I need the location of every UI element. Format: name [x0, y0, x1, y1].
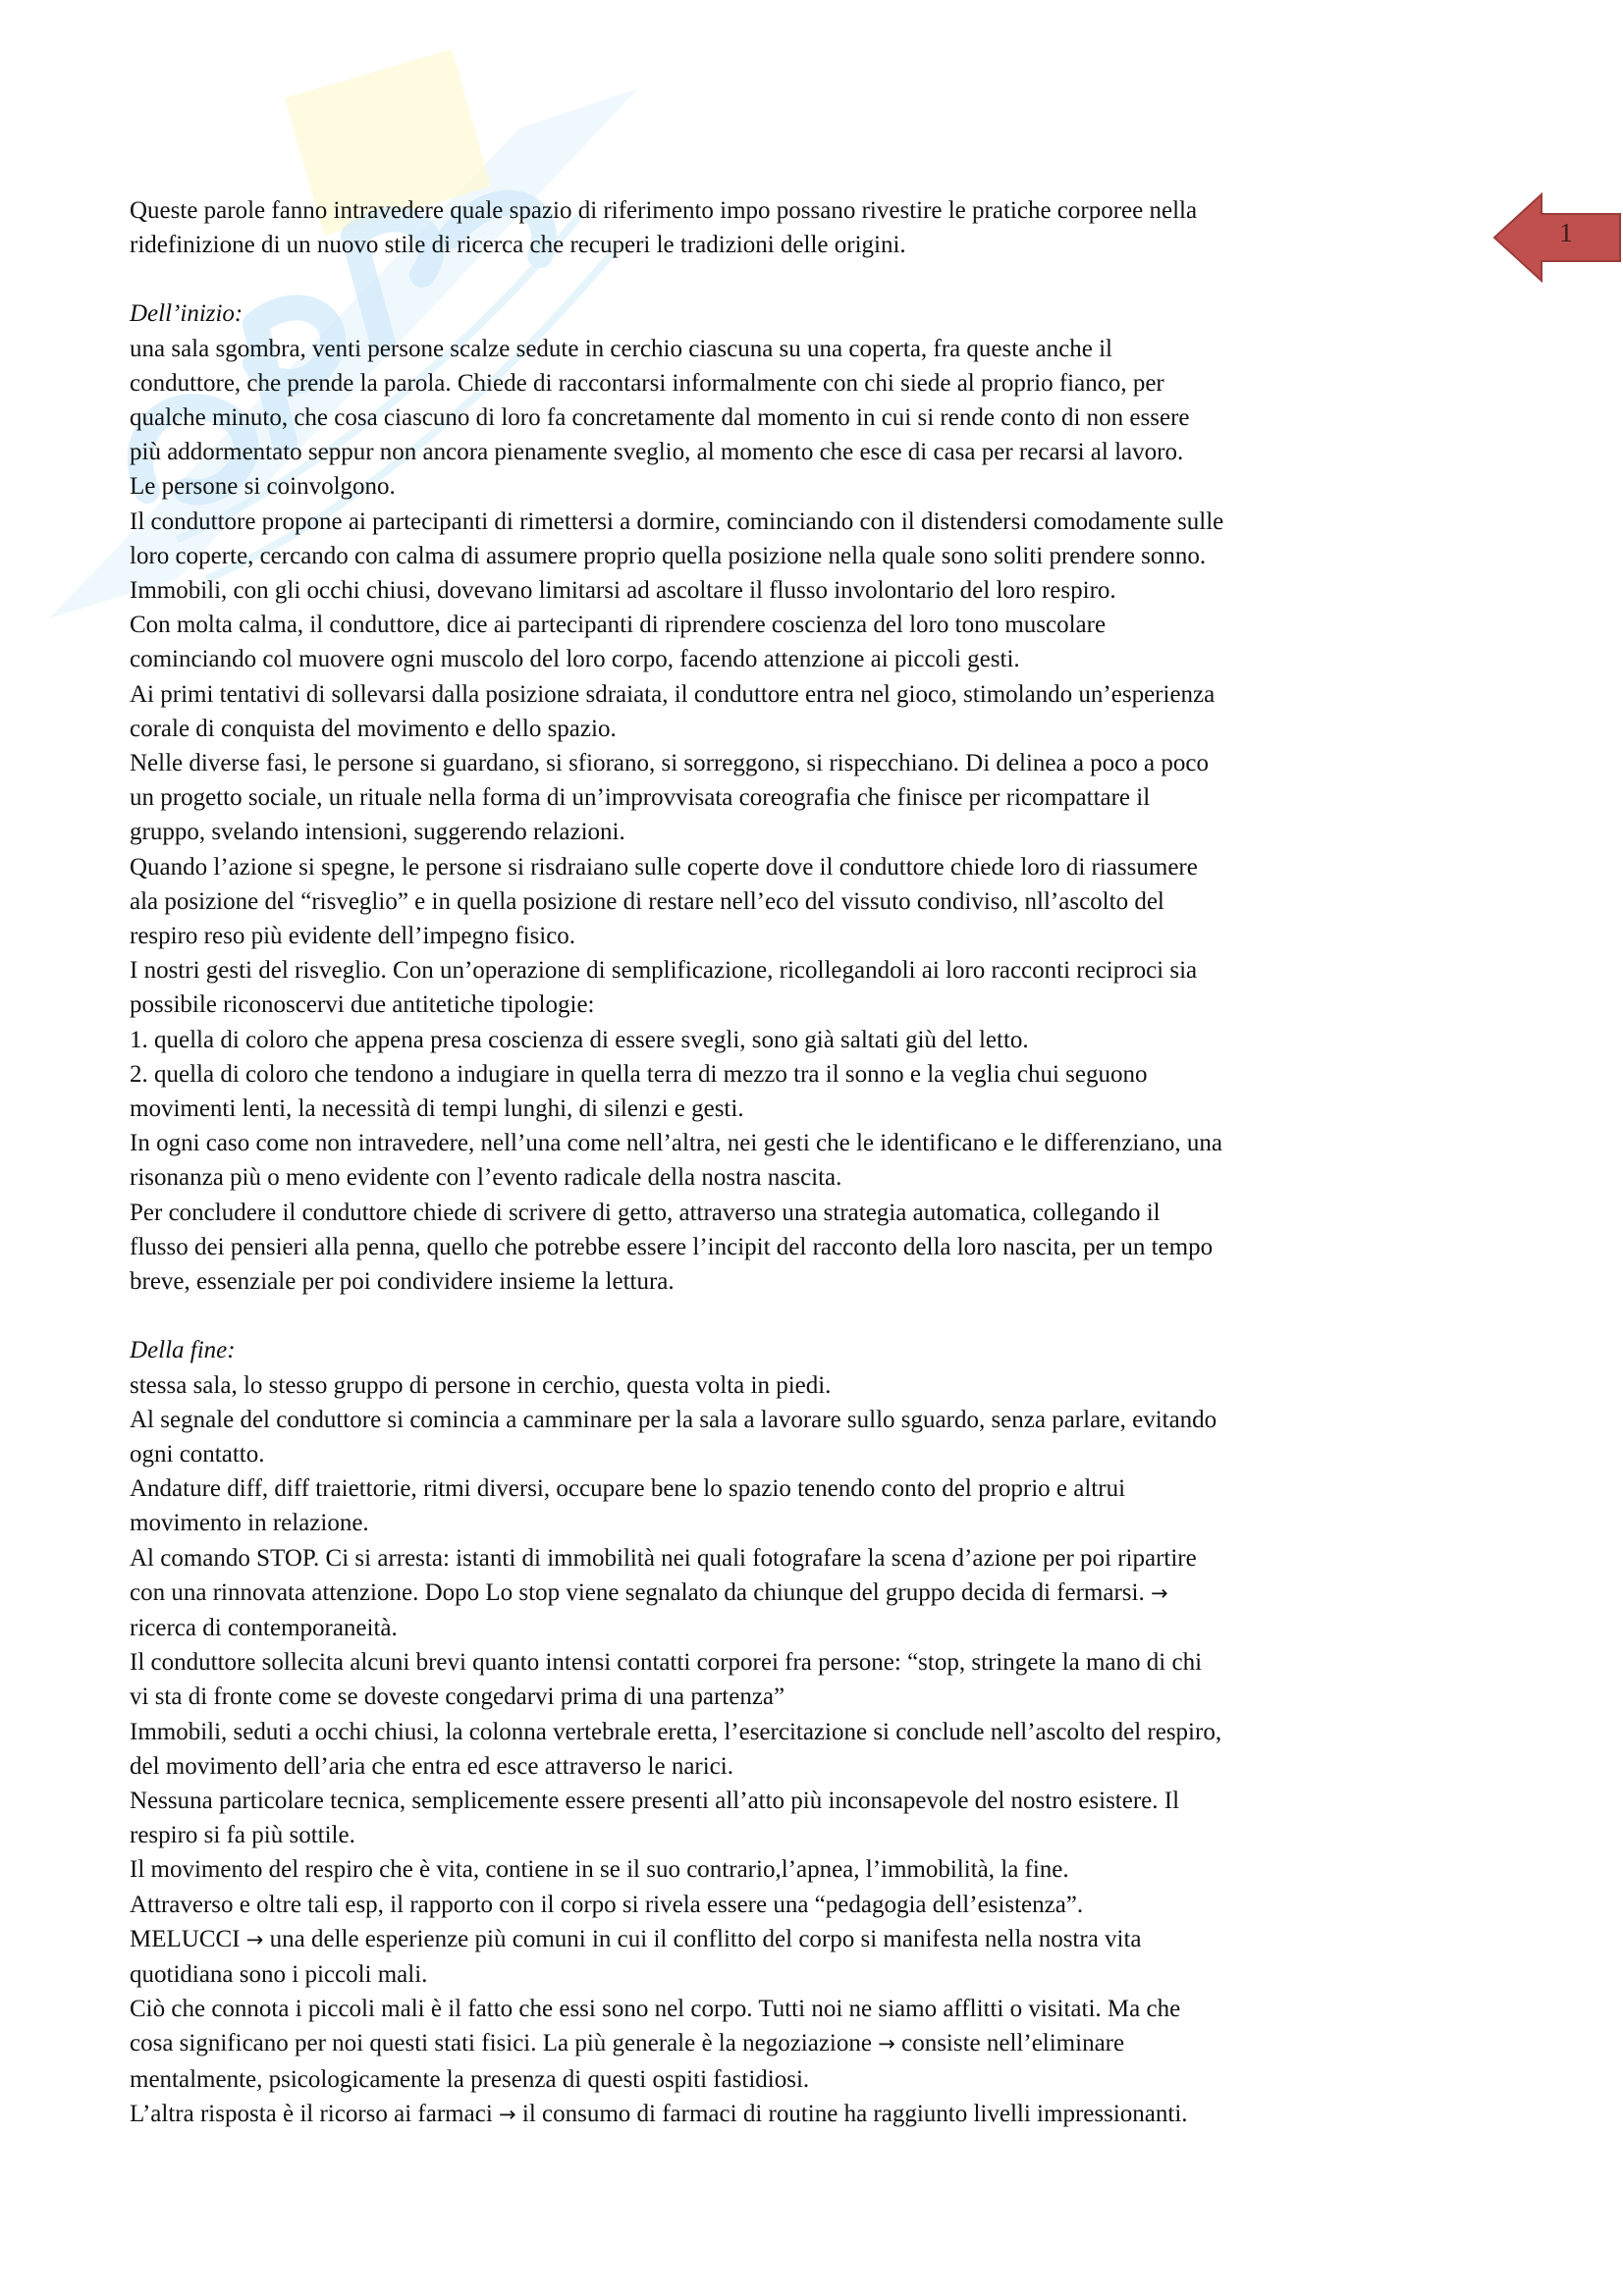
start-line: Ai primi tentativi di sollevarsi dalla posizione sdraiata, il conduttore entra nel gioco, stimolando un’esperienza [130, 680, 1216, 708]
start-line: gruppo, svelando intensioni, suggerendo relazioni. [130, 819, 625, 846]
end-line-text: cosa significano per noi questi stati fisici. La più generale è la negoziazione [130, 2030, 872, 2057]
end-line: Attraverso e oltre tali esp, il rapporto con il corpo si rivela essere una “pedagogia dell’esistenza”. [130, 1891, 1084, 1918]
section-heading-start: Dell’inizio: [130, 300, 243, 328]
end-line: respiro si fa più sottile. [130, 1822, 355, 1849]
start-line: Per concludere il conduttore chiede di scrivere di getto, attraverso una strategia automatica, collegando il [130, 1199, 1161, 1226]
end-line: Immobili, seduti a occhi chiusi, la colonna vertebrale eretta, l’esercitazione si conclude nell’ascolto del respiro, [130, 1718, 1222, 1745]
end-line-with-arrow [130, 1922, 1499, 1957]
start-line: Le persone si coinvolgono. [130, 473, 396, 501]
start-line: Nelle diverse fasi, le persone si guardano, si sfiorano, si sorreggono, si rispecchiano. Di delinea a poco a poco [130, 750, 1209, 777]
start-line: qualche minuto, che cosa ciascuno di loro fa concretamente dal momento in cui si rende conto di non essere [130, 404, 1190, 432]
start-line: possibile riconoscervi due antitetiche tipologie: [130, 991, 595, 1019]
end-line-text: il consumo di farmaci di routine ha raggiunto livelli impressionanti. [521, 2100, 1188, 2127]
end-line: Nessuna particolare tecnica, semplicemente essere presenti all’atto più inconsapevole del nostro esistere. Il [130, 1787, 1180, 1814]
right-arrow-icon: → [1150, 1580, 1168, 1605]
start-line: Il conduttore propone ai partecipanti di rimettersi a dormire, cominciando con il distendersi comodamente sulle [130, 507, 1224, 535]
end-line: movimento in relazione. [130, 1510, 369, 1537]
document-body [130, 193, 1499, 2132]
start-line: corale di conquista del movimento e dello spazio. [130, 715, 617, 742]
intro-line-1: Queste parole fanno intravedere quale spazio di riferimento impo possano rivestire le pratiche corporee nella [130, 197, 1198, 224]
end-line: Andature diff, diff traiettorie, ritmi diversi, occupare bene lo spazio tenendo conto del proprio e altrui [130, 1475, 1126, 1503]
start-line: flusso dei pensieri alla penna, quello che potrebbe essere l’incipit del racconto della loro nascita, per un tempo [130, 1233, 1214, 1260]
section-heading-end: Della fine: [130, 1337, 236, 1364]
right-arrow-icon: → [878, 2032, 895, 2056]
start-line: respiro reso più evidente dell’impegno fisico. [130, 923, 576, 950]
end-line: Ciò che connota i piccoli mali è il fatto che essi sono nel corpo. Tutti noi ne siamo afflitti o visitati. Ma che [130, 1996, 1181, 2023]
end-line: Il conduttore sollecita alcuni brevi quanto intensi contatti corporei fra persone: “stop, stringete la mano di chi [130, 1649, 1203, 1677]
start-line: Con molta calma, il conduttore, dice ai partecipanti di riprendere coscienza del loro tono muscolare [130, 612, 1107, 639]
end-line: mentalmente, psicologicamente la presenza di questi ospiti fastidiosi. [130, 2065, 810, 2093]
start-line: breve, essenziale per poi condividere insieme la lettura. [130, 1268, 675, 1296]
end-line: vi sta di fronte come se doveste congedarvi prima di una partenza” [130, 1683, 785, 1711]
end-line: quotidiana sono i piccoli mali. [130, 1960, 428, 1988]
intro-line-2: ridefinizione di un nuovo stile di ricerca che recuperi le tradizioni delle origini. [130, 232, 906, 259]
page-number: 1 [1559, 218, 1573, 247]
end-line-text: consiste nell’eliminare [901, 2030, 1125, 2057]
start-line: 1. quella di coloro che appena presa coscienza di essere svegli, sono già saltati giù del letto. [130, 1026, 1029, 1053]
end-line-with-arrow [130, 2026, 1499, 2061]
end-line: Al segnale del conduttore si comincia a camminare per la sala a lavorare sullo sguardo, senza parlare, evitando [130, 1406, 1217, 1433]
start-line: una sala sgombra, venti persone scalze sedute in cerchio ciascuna su una coperta, fra queste anche il [130, 335, 1112, 362]
end-line-text: MELUCCI [130, 1925, 241, 1952]
end-line: Al comando STOP. Ci si arresta: istanti di immobilità nei quali fotografare la scena d’azione per poi ripartire [130, 1544, 1197, 1572]
end-line: ogni contatto. [130, 1440, 265, 1468]
end-line: del movimento dell’aria che entra ed esce attraverso le narici. [130, 1752, 733, 1780]
start-line: risonanza più o meno evidente con l’evento radicale della nostra nascita. [130, 1164, 842, 1192]
right-arrow-icon: → [245, 1927, 264, 1951]
start-line: conduttore, che prende la parola. Chiede di raccontarsi informalmente con chi siede al proprio fianco, per [130, 369, 1164, 397]
start-line: I nostri gesti del risveglio. Con un’operazione di semplificazione, ricollegandoli ai loro racconti reciproci sia [130, 957, 1198, 985]
start-line: cominciando col muovere ogni muscolo del loro corpo, facendo attenzione ai piccoli gesti. [130, 646, 1020, 673]
end-line-text: una delle esperienze più comuni in cui il conflitto del corpo si manifesta nella nostra vita [269, 1925, 1142, 1952]
start-line: più addormentato seppur non ancora pienamente sveglio, al momento che esce di casa per recarsi al lavoro. [130, 439, 1184, 466]
end-line: Il movimento del respiro che è vita, contiene in se il suo contrario,l’apnea, l’immobilità, la fine. [130, 1856, 1069, 1884]
end-line: stessa sala, lo stesso gruppo di persone in cerchio, questa volta in piedi. [130, 1371, 832, 1399]
end-line-with-arrow [130, 1575, 1499, 1611]
start-line: un progetto sociale, un rituale nella forma di un’improvvisata coreografia che finisce per ricompattare il [130, 784, 1151, 812]
start-line: movimenti lenti, la necessità di tempi lunghi, di silenzi e gesti. [130, 1095, 744, 1123]
start-line: Quando l’azione si spegne, le persone si risdraiano sulle coperte dove il conduttore chiede loro di riassumere [130, 853, 1198, 881]
start-line: In ogni caso come non intravedere, nell’una come nell’altra, nei gesti che le identificano e le differenziano, una [130, 1130, 1222, 1157]
paragraph-gap [130, 1299, 1499, 1333]
start-line: 2. quella di coloro che tendono a indugiare in quella terra di mezzo tra il sonno e la veglia chui seguono [130, 1060, 1148, 1088]
right-arrow-icon: → [499, 2102, 516, 2126]
end-line-text: con una rinnovata attenzione. Dopo Lo stop viene segnalato da chiunque del gruppo decida di fermarsi. [130, 1578, 1145, 1606]
start-line: loro coperte, cercando con calma di assumere proprio quella posizione nella quale sono soliti prendere sonno. [130, 542, 1207, 569]
start-line: ala posizione del “risveglio” e in quella posizione di restare nell’eco del vissuto condiviso, nll’ascolto del [130, 887, 1164, 915]
paragraph-gap [130, 262, 1499, 296]
end-line-with-arrow [130, 2097, 1499, 2132]
start-line: Immobili, con gli occhi chiusi, dovevano limitarsi ad ascoltare il flusso involontario del loro respiro. [130, 577, 1116, 605]
end-line: ricerca di contemporaneità. [130, 1614, 398, 1641]
end-line-text: L’altra risposta è il ricorso ai farmaci [130, 2100, 493, 2127]
